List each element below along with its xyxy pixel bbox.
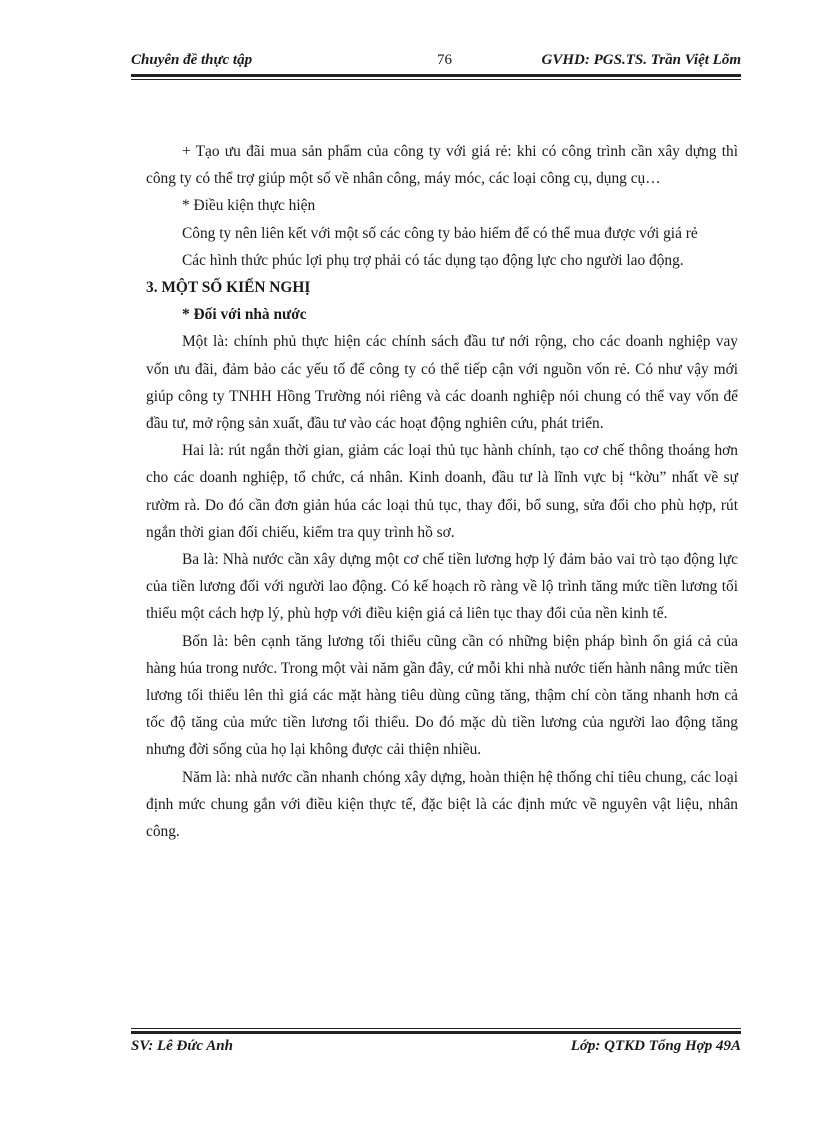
paragraph-recommendation-5: Năm là: nhà nước cần nhanh chóng xây dựng, hoàn thiện hệ thống chỉ tiêu chung, các loại định mức chung gắn với điều kiện thực tế, đặc biệt là các định mức về nguyên vật liệu, nhân công. — [146, 768, 738, 841]
header-divider-thick — [131, 74, 741, 77]
section-heading: 3. MỘT SỐ KIẾN NGHỊ — [146, 279, 311, 297]
paragraph-recommendation-2: Hai là: rút ngắn thời gian, giảm các loại thủ tục hành chính, tạo cơ chế thông thoáng hơn cho các doanh nghiệp, tổ chức, cá nhân. Kinh doanh, đầu tư là lĩnh vực bị “kờu” nhất về sự rườm rà. Do đó cần đơn giản húa các loại thủ tục, thay đổi, bổ sung, sửa đổi cho phù hợp, rút ngắn thời gian đối chiếu, kiểm tra quy trình hồ sơ. — [146, 442, 738, 541]
paragraph-incentive: + Tạo ưu đãi mua sản phẩm của công ty với giá rẻ: khi có công trình cần xây dựng thì công ty có thể trợ giúp một số về nhân công, máy móc, các loại công cụ, dụng cụ… — [146, 143, 738, 188]
document-body — [146, 138, 738, 845]
footer-student: SV: Lê Đức Anh — [131, 1038, 233, 1054]
paragraph-welfare: Các hình thức phúc lợi phụ trợ phải có tác dụng tạo động lực cho người lao động. — [182, 251, 684, 269]
footer-class: Lớp: QTKD Tổng Hợp 49A — [570, 1038, 741, 1054]
header-divider-thin — [131, 79, 741, 80]
footer-divider-thin — [131, 1028, 741, 1029]
page-header — [131, 50, 741, 74]
footer-divider-thick — [131, 1031, 741, 1034]
page-footer — [131, 1036, 741, 1060]
paragraph-recommendation-1: Một là: chính phủ thực hiện các chính sách đầu tư nới rộng, cho các doanh nghiệp vay vốn ưu đãi, đảm bảo các yếu tố để công ty có thể tiếp cận với nguồn vốn rẻ. Có như vậy mới giúp công ty TNHH Hồng Trường nói riêng và các doanh nghiệp nói chung có thể vay vốn để đầu tư, mở rộng sản xuất, đầu tư vào các hoạt động nghiên cứu, phát triển. — [146, 333, 738, 433]
page-number: 76 — [437, 52, 452, 68]
paragraph-recommendation-3: Ba là: Nhà nước cần xây dựng một cơ chế tiền lương hợp lý đảm bảo vai trò tạo động lực của tiền lương đối với người lao động. Có kế hoạch rõ ràng về lộ trình tăng mức tiền lương tối thiểu một cách hợp lý, phù hợp với điều kiện giá cả liên tục thay đổi của nền kinh tế. — [146, 551, 738, 623]
header-supervisor: GVHD: PGS.TS. Trần Việt Lõm — [541, 52, 741, 68]
header-document-title: Chuyên đề thực tập — [131, 52, 253, 68]
paragraph-insurance: Công ty nên liên kết với một số các công ty bảo hiểm để có thể mua được với giá rẻ — [182, 224, 698, 242]
paragraph-recommendation-4: Bốn là: bên cạnh tăng lương tối thiểu cũng cần có những biện pháp bình ổn giá cả của hàng húa trong nước. Trong một vài năm gần đây, cứ mỗi khi nhà nước tiến hành nâng mức tiền lương tối thiểu lên thì giá các mặt hàng tiêu dùng cũng tăng, thậm chí còn tăng nhanh hơn cả tốc độ tăng của mức tiền lương tối thiểu. Do đó mặc dù tiền lương của người lao động tăng nhưng đời sống của họ lại không được cải thiện nhiều. — [146, 632, 738, 759]
subsection-heading: * Đối với nhà nước — [182, 306, 307, 324]
paragraph-conditions-label: * Điều kiện thực hiện — [182, 197, 316, 215]
